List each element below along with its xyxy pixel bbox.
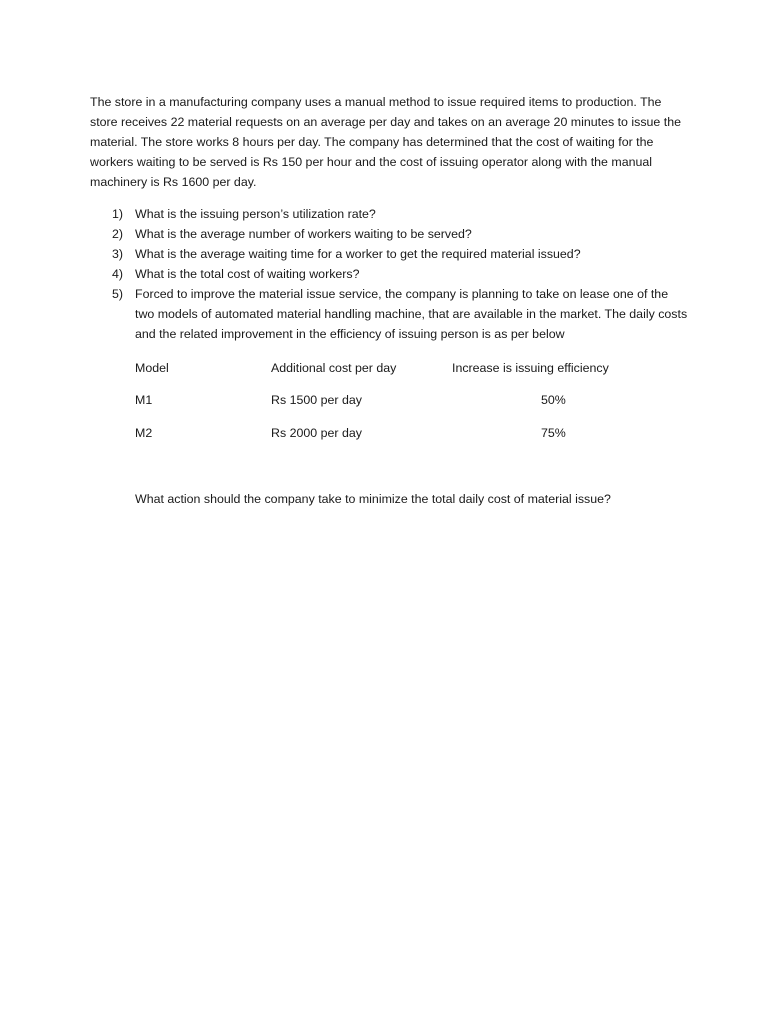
question-number: 4) — [112, 267, 124, 281]
table-header-row — [135, 358, 635, 378]
question-item — [90, 224, 690, 244]
question-number: 5) — [112, 287, 124, 301]
final-question: What action should the company take to minimize the total daily cost of material issue? — [135, 492, 611, 506]
cell-cost: Rs 2000 per day — [271, 426, 362, 440]
question-item — [90, 264, 690, 284]
intro-paragraph: The store in a manufacturing company uses a manual method to issue required items to production. The store receives 22 material requests on an average per day and takes on an average 20 minutes to issue the material. The store works 8 hours per day. The company has determined that the cost of waiting for the workers waiting to be served is Rs 150 per hour and the cost of issuing operator along with the manual machinery is Rs 1600 per day. — [90, 95, 681, 189]
cell-model: M1 — [135, 393, 153, 407]
table-row — [135, 423, 635, 443]
cell-efficiency: 50% — [541, 393, 566, 407]
cell-cost: Rs 1500 per day — [271, 393, 362, 407]
question-item — [90, 244, 690, 264]
header-model: Model — [135, 361, 169, 375]
cell-efficiency: 75% — [541, 426, 566, 440]
question-text: What is the average number of workers waiting to be served? — [135, 227, 472, 241]
question-item — [90, 204, 690, 224]
question-number: 3) — [112, 247, 124, 261]
question-number: 2) — [112, 227, 124, 241]
question-text: Forced to improve the material issue service, the company is planning to take on lease one of the two models of automated material handling machine, that are available in the market. The daily costs and the related improvement in the efficiency of issuing person is as per below — [135, 287, 688, 341]
question-item — [90, 284, 690, 344]
header-efficiency: Increase is issuing efficiency — [452, 361, 609, 375]
cell-model: M2 — [135, 426, 153, 440]
header-cost: Additional cost per day — [271, 361, 397, 375]
question-number: 1) — [112, 207, 124, 221]
table-row — [135, 390, 635, 410]
question-list — [90, 204, 690, 344]
question-text: What is the total cost of waiting workers? — [135, 267, 360, 281]
question-text: What is the issuing person’s utilization rate? — [135, 207, 376, 221]
question-text: What is the average waiting time for a worker to get the required material issued? — [135, 247, 581, 261]
